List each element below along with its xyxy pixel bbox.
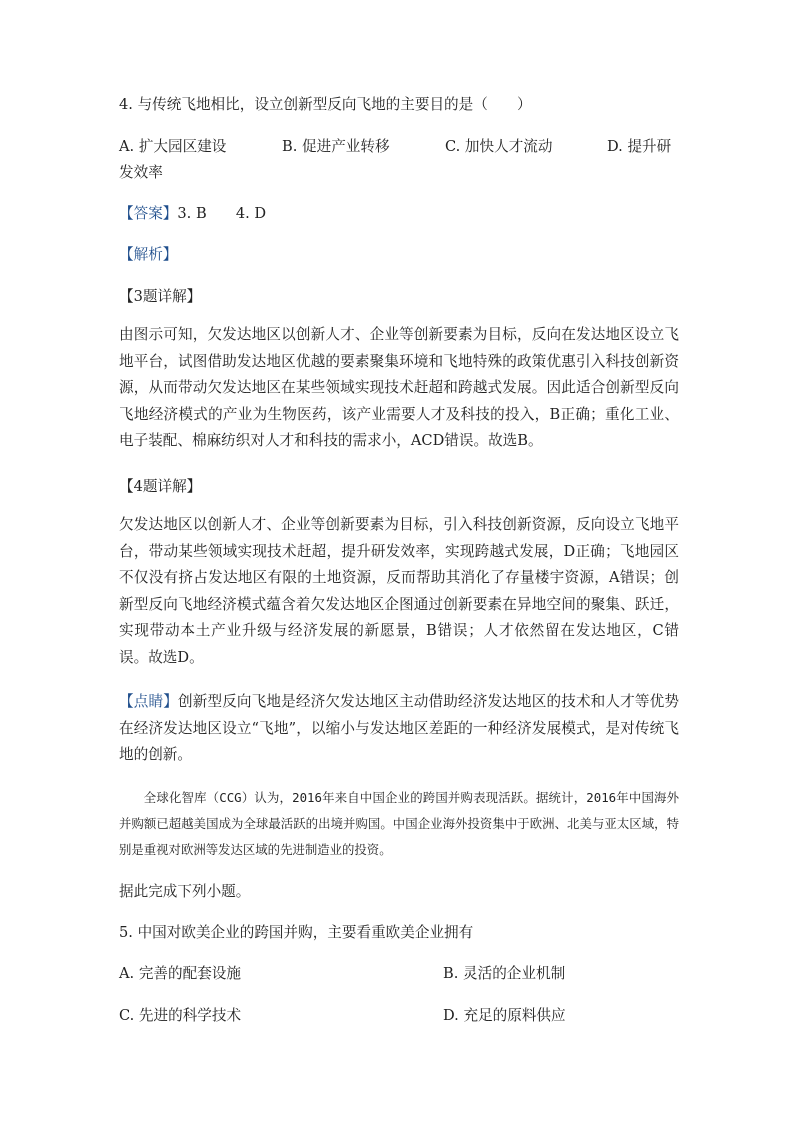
question-4-option-d: D. 提升研	[607, 138, 672, 155]
question-4-stem: 4. 与传统飞地相比，设立创新型反向飞地的主要目的是（ ）	[119, 96, 532, 113]
detail-4-tag: 【4题详解】	[119, 478, 202, 495]
detail-4-text: 欠发达地区以创新人才、企业等创新要素为目标，引入科技创新资源，反向设立飞地平台，带动某些领域实现技术赶超，提升研发效率，实现跨越式发展，D正确；飞地园区不仅没有挤占发达地区有限的土地资源，反而帮助其消化了存量楼宇资源，A错误；创新型反向飞地经济模式蕴含着欠发达地区企图通过创新要素在异地空间的聚集、跃迁，实现带动本土产业升级与经济发展的新愿景，B错误；人才依然留在发达地区，C错误。故选D。	[119, 516, 679, 666]
comment-tag: 【点睛】	[119, 693, 178, 710]
question-4-option-c: C. 加快人才流动	[445, 138, 553, 155]
comment-paragraph	[119, 689, 679, 769]
question-4-option-d-continued: 发效率	[119, 164, 163, 181]
answer-text: 3. B 4. D	[177, 205, 267, 222]
question-5-option-c: C. 先进的科学技术	[119, 1007, 242, 1024]
question-5-stem: 5. 中国对欧美企业的跨国并购，主要看重欧美企业拥有	[119, 924, 474, 941]
detail-3-text: 由图示可知，欠发达地区以创新人才、企业等创新要素为目标，反向在发达地区设立飞地平台，试图借助发达地区优越的要素聚集环境和飞地特殊的政策优惠引入科技创新资源，从而带动欠发达地区在某些领域实现技术赶超和跨越式发展。因此适合创新型反向飞地经济模式的产业为生物医药，该产业需要人才及科技的投入，B正确；重化工业、电子装配、棉麻纺织对人才和科技的需求小，ACD错误。故选B。	[119, 326, 679, 449]
question-5-option-b: B. 灵活的企业机制	[443, 965, 566, 982]
detail-3-tag: 【3题详解】	[119, 288, 202, 305]
question-5-option-a: A. 完善的配套设施	[119, 965, 241, 982]
comment-text: 创新型反向飞地是经济欠发达地区主动借助经济发达地区的技术和人才等优势在经济发达地区设立“飞地”，以缩小与发达地区差距的一种经济发展模式，是对传统飞地的创新。	[119, 693, 679, 763]
instruction-line: 据此完成下列小题。	[119, 883, 251, 900]
question-4-option-a: A. 扩大园区建设	[119, 138, 227, 155]
answer-tag: 【答案】	[119, 205, 178, 222]
question-4-option-b: B. 促进产业转移	[282, 138, 390, 155]
answer-line	[119, 203, 266, 225]
material-paragraph: 全球化智库（CCG）认为，2016年来自中国企业的跨国并购表现活跃。据统计，2016年中国海外并购额已超越美国成为全球最活跃的出境并购国。中国企业海外投资集中于欧洲、北美与亚太区域，特别是重视对欧洲等发达区域的先进制造业的投资。	[119, 790, 679, 857]
question-5-option-d: D. 充足的原料供应	[443, 1007, 566, 1024]
analysis-tag: 【解析】	[119, 246, 178, 263]
